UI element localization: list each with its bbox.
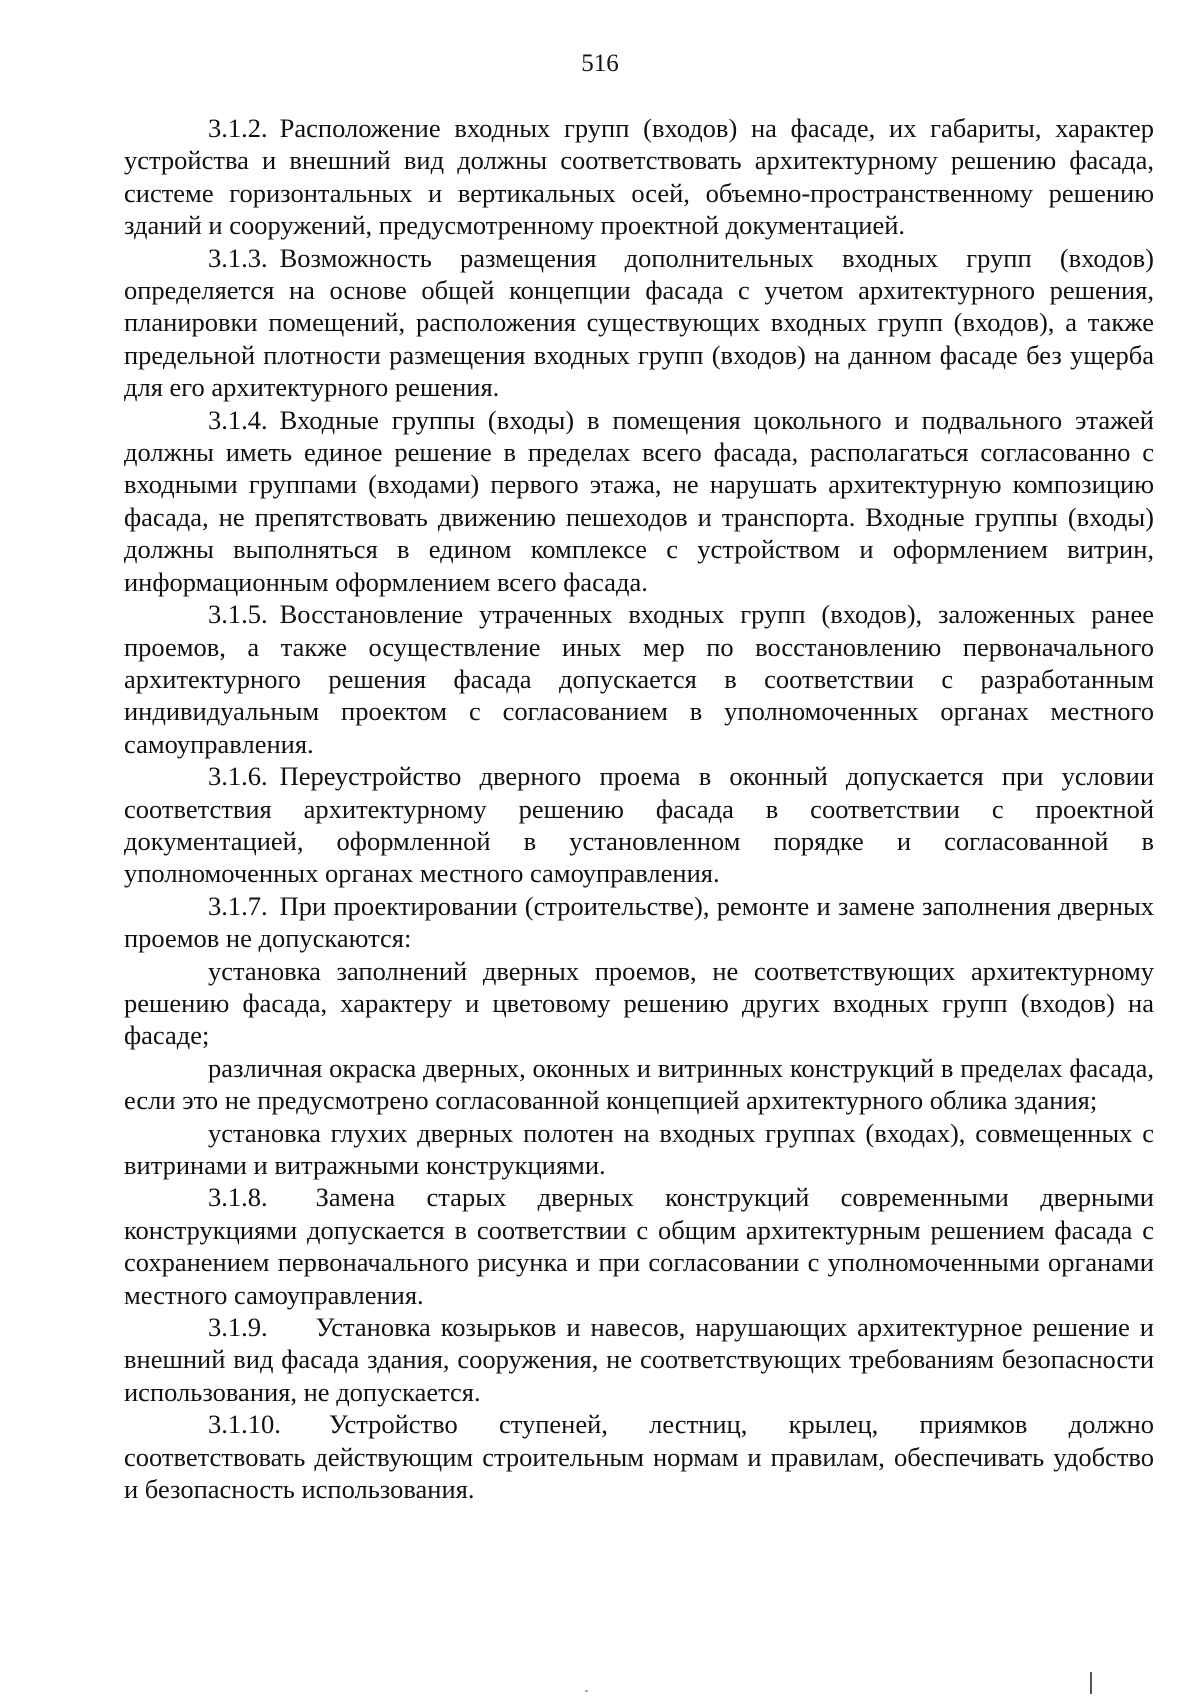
paragraph-3-1-10 (124, 1408, 1154, 1505)
paragraph-3-1-8 (124, 1181, 1154, 1311)
list-item (124, 1117, 1154, 1182)
list-item-text: установка заполнений дверных проемов, не соответствующих архитектурному решению фасада, характеру и цветовому решению других входных групп (входов) на фасаде; (124, 955, 1154, 1051)
paragraph-3-1-9 (124, 1311, 1154, 1408)
clause-text: При проектировании (строительстве), ремонте и замене заполнения дверных проемов не допускаются: (124, 890, 1154, 954)
clause-text: Возможность размещения дополнительных входных групп (входов) определяется на основе общей концепции фасада с учетом архитектурного решения, планировки помещений, расположения существующих входных групп (входов), а также предельной плотности размещения входных групп (входов) на данном фасаде без ущерба для его архитектурного решения. (124, 242, 1154, 403)
paragraph-3-1-3 (124, 242, 1154, 404)
clause-number: 3.1.7. (208, 890, 268, 921)
clause-text: Устройство ступеней, лестниц, крылец, приямков должно соответствовать действующим строительным нормам и правилам, обеспечивать удобство и безопасность использования. (124, 1409, 1154, 1505)
list-item-text: установка глухих дверных полотен на входных группах (входах), совмещенных с витринами и витражными конструкциями. (124, 1117, 1154, 1180)
scan-margin-mark (1090, 1672, 1092, 1694)
clause-text: Расположение входных групп (входов) на фасаде, их габариты, характер устройства и внешний вид должны соответствовать архитектурному решению фасада, системе горизонтальных и вертикальных осей, объемно-пространственному решению зданий и сооружений, предусмотренному проектной документацией. (124, 113, 1154, 241)
paragraph-3-1-7 (124, 890, 1154, 955)
paragraph-3-1-5 (124, 598, 1154, 760)
clause-number: 3.1.5. (208, 599, 268, 630)
clause-number: 3.1.3. (208, 242, 268, 273)
list-item (124, 955, 1154, 1052)
page-number: 516 (581, 50, 619, 77)
clause-text: Входные группы (входы) в помещения цокольного и подвального этажей должны иметь единое решение в пределах всего фасада, располагаться согласованно с входными группами (входами) первого этажа, не нарушать архитектурную композицию фасада, не препятствовать движению пешеходов и транспорта. Входные группы (входы) должны выполняться в едином комплексе с устройством и оформлением витрин, информационным оформлением всего фасада. (124, 404, 1154, 597)
scan-dot-mark (585, 1690, 588, 1692)
clause-number: 3.1.8. (208, 1182, 268, 1213)
clause-number: 3.1.9. (208, 1312, 268, 1343)
clause-text: Восстановление утраченных входных групп (входов), заложенных ранее проемов, а также осуществление иных мер по восстановлению первоначального архитектурного решения фасада допускается в соответствии с разработанным индивидуальным проектом с согласованием в уполномоченных органах местного самоуправления. (124, 599, 1154, 759)
clause-text: Установка козырьков и навесов, нарушающих архитектурное решение и внешний вид фасада здания, сооружения, не соответствующих требованиям безопасности использования, не допускается. (124, 1312, 1154, 1407)
paragraph-3-1-6 (124, 760, 1154, 890)
clause-number: 3.1.6. (208, 761, 268, 792)
clause-number: 3.1.10. (208, 1409, 281, 1440)
clause-number: 3.1.4. (208, 404, 268, 435)
list-item (124, 1052, 1154, 1117)
clause-number: 3.1.2. (208, 113, 268, 143)
clause-text: Переустройство дверного проема в оконный допускается при условии соответствия архитектурному решению фасада в соответствии с проектной документацией, оформленной в установленном порядке и согласованной в уполномоченных органах местного самоуправления. (124, 761, 1154, 889)
document-body (124, 112, 1154, 1505)
paragraph-3-1-2 (124, 112, 1154, 242)
clause-text: Замена старых дверных конструкций современными дверными конструкциями допускается в соответствии с общим архитектурным решением фасада с сохранением первоначального рисунка и при согласовании с уполномоченными органами местного самоуправления. (124, 1182, 1154, 1310)
list-item-text: различная окраска дверных, оконных и витринных конструкций в пределах фасада, если это не предусмотрено согласованной концепцией архитектурного облика здания; (124, 1052, 1154, 1116)
paragraph-3-1-4 (124, 404, 1154, 598)
